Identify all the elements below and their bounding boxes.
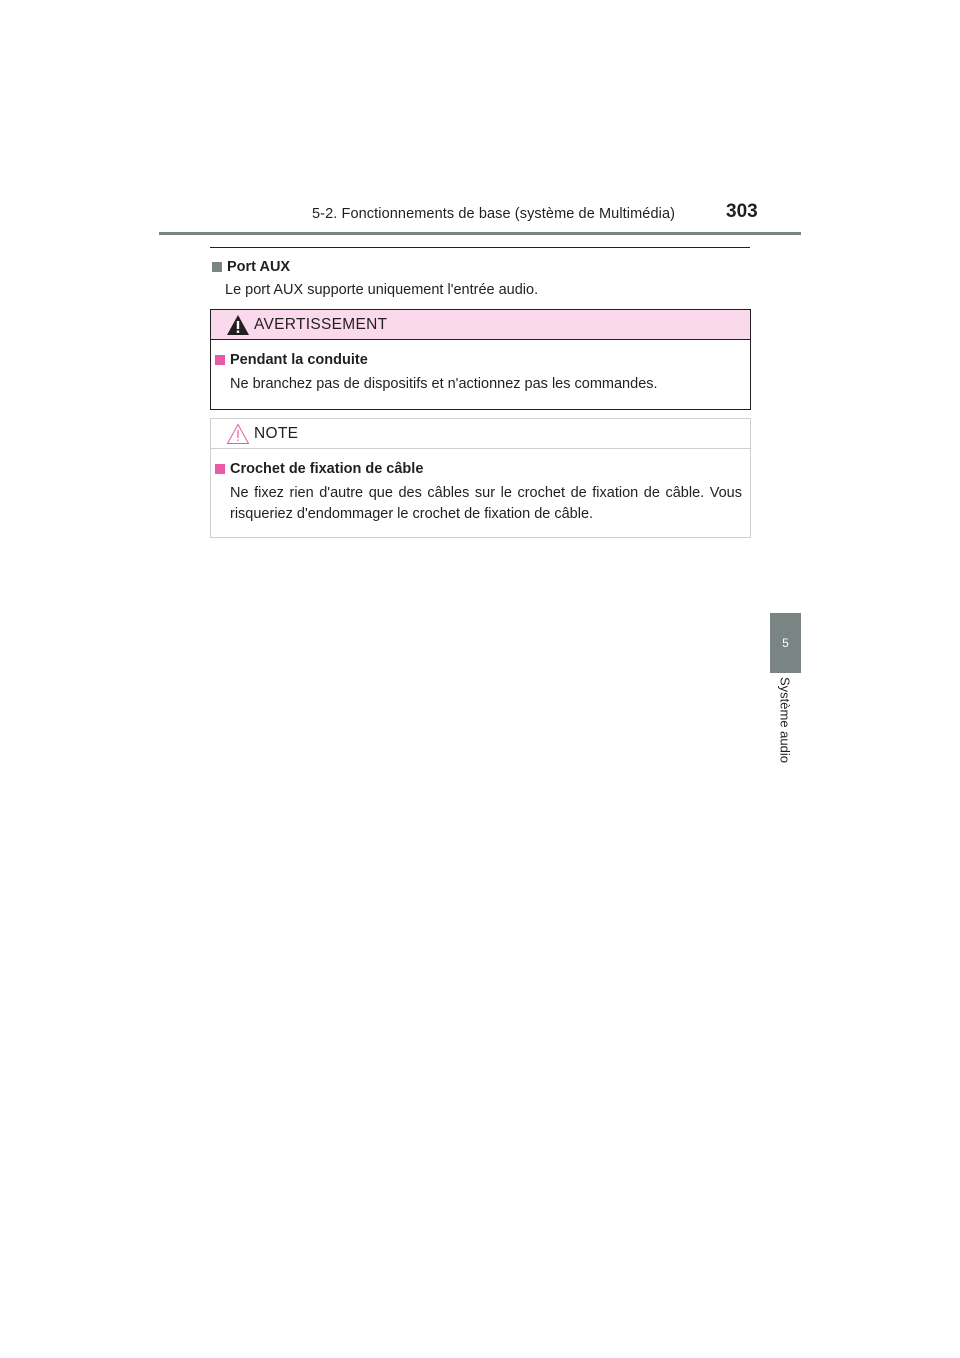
pink-square-bullet-icon [215, 464, 225, 474]
note-body [211, 449, 750, 525]
chapter-tab [770, 613, 801, 673]
warning-header [211, 310, 750, 340]
header-title: 5-2. Fonctionnements de base (système de Multimédia) [312, 206, 676, 222]
chapter-number: 5 [782, 636, 789, 650]
warning-box [210, 309, 751, 410]
section-port-aux [212, 258, 752, 299]
warning-body [211, 340, 750, 395]
note-text: Ne fixez rien d'autre que des câbles sur le crochet de fixation de câble. Vous risqueriez d'endommager le crochet de fixation de câble. [230, 485, 742, 522]
section-body: Le port AUX supporte uniquement l'entrée audio. [225, 282, 539, 298]
warning-text: Ne branchez pas de dispositifs et n'actionnez pas les commandes. [230, 376, 658, 392]
section-heading-text: Port AUX [227, 259, 291, 275]
note-box [210, 418, 751, 538]
content-top-rule [210, 247, 750, 248]
note-label: NOTE [254, 424, 299, 442]
warning-label: AVERTISSEMENT [254, 315, 388, 333]
page-number: 303 [726, 201, 758, 222]
chapter-label: Système audio [777, 677, 793, 763]
note-header [211, 419, 750, 449]
section-heading [212, 258, 752, 276]
square-bullet-icon [212, 262, 222, 272]
pink-square-bullet-icon [215, 355, 225, 365]
warning-triangle-icon [226, 314, 250, 336]
header-rule [159, 232, 801, 235]
warning-heading-text: Pendant la conduite [230, 352, 368, 368]
note-heading-text: Crochet de fixation de câble [230, 461, 424, 477]
warning-heading [215, 351, 742, 369]
note-heading [215, 460, 742, 478]
caution-triangle-outline-icon [226, 423, 250, 445]
